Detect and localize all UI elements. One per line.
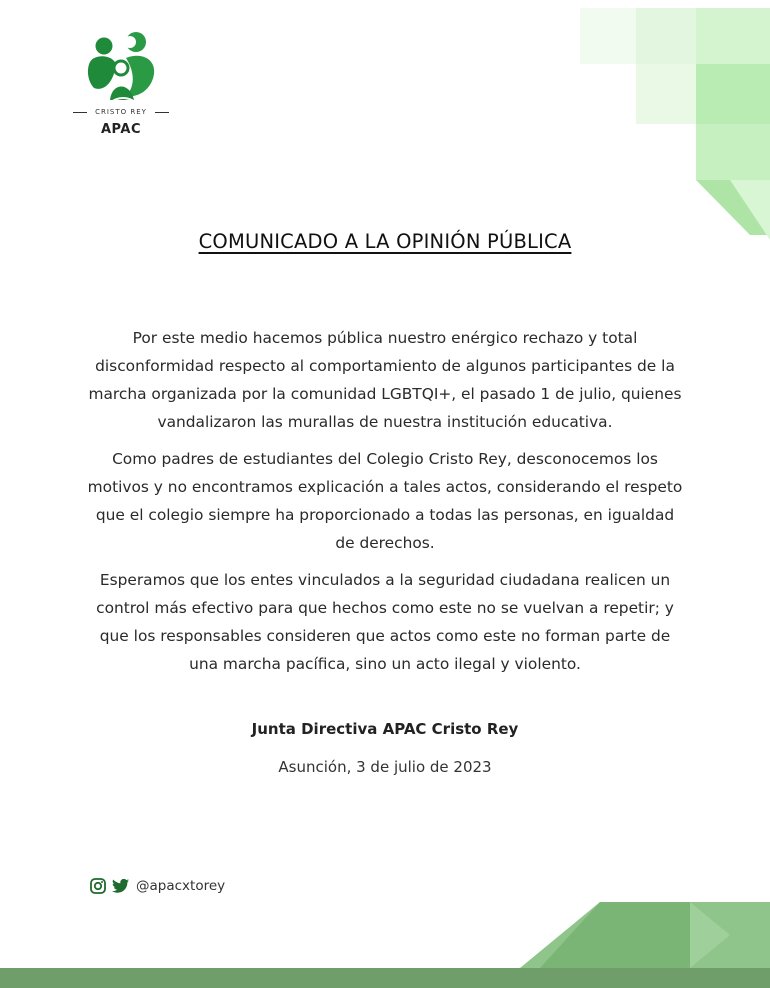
paragraph: Como padres de estudiantes del Colegio Cristo Rey, desconocemos los motivos y no encontramos explicación a tales actos, considerando el respeto que el colegio siempre ha proporcionado a todas las personas, en igualdad de derechos. (87, 450, 683, 552)
signature: Junta Directiva APAC Cristo Rey (251, 720, 519, 738)
social-footer (90, 878, 225, 894)
document-title (0, 230, 770, 253)
logo-subtitle-row (66, 108, 176, 116)
divider (155, 112, 169, 113)
paragraph: Esperamos que los entes vinculados a la seguridad ciudadana realicen un control más efectivo para que hechos como este no se vuelvan a repetir; y que los responsables consideren que actos como este no forman parte de una marcha pacífica, sino un acto ilegal y violento. (96, 571, 674, 673)
statement-body (86, 324, 684, 687)
logo-name: APAC (101, 122, 141, 137)
social-handle[interactable]: @apacxtorey (136, 878, 226, 894)
corner-decoration (580, 0, 770, 240)
document-title-text: COMUNICADO A LA OPINIÓN PÚBLICA (198, 230, 572, 253)
apac-logo (66, 30, 176, 137)
logo-subtitle: CRISTO REY (95, 108, 147, 116)
paragraph: Por este medio hacemos pública nuestro enérgico rechazo y total disconformidad respecto al comportamiento de algunos participantes de la marcha organizada por la comunidad LGBTQI+, el pasado 1 de julio, quienes vandalizaron las murallas de nuestra institución educativa. (88, 329, 682, 431)
instagram-icon[interactable] (90, 878, 106, 894)
bottom-decoration (0, 896, 770, 988)
divider (73, 112, 87, 113)
family-logo-icon (84, 30, 158, 104)
twitter-icon[interactable] (112, 878, 130, 894)
date-line: Asunción, 3 de julio de 2023 (278, 758, 492, 776)
